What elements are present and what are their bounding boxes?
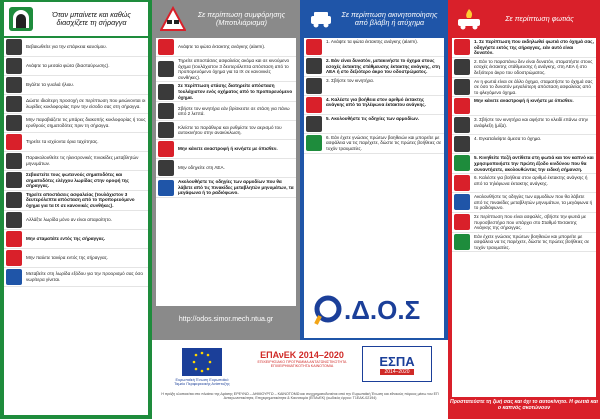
- car-stop-icon: [158, 84, 174, 100]
- tip-item: [4, 57, 148, 76]
- radio-icon: [454, 194, 470, 210]
- tip-item: [452, 58, 596, 78]
- tip-text: 4. Καλέστε για βοήθεια στον αριθμό έκτακτης ανάγκης από τα τηλέφωνα έκτακτου ανάγκης.: [326, 96, 426, 108]
- column-title: Σε περίπτωση ακινητοποίησης από βλάβη ή ατύχημα: [341, 9, 438, 27]
- tip-item: [452, 78, 596, 98]
- column-title: Σε περίπτωση φωτιάς: [505, 13, 574, 23]
- fire-distance-icon: [454, 79, 470, 95]
- no-stopping-icon: [6, 231, 22, 247]
- tip-item: [4, 249, 148, 268]
- recirculation-icon: [158, 122, 174, 138]
- lane-signal-icon: [6, 172, 22, 188]
- breakdown-icon: [307, 5, 335, 33]
- column-fire: [448, 0, 600, 419]
- tip-item: [452, 97, 596, 116]
- leave-car-icon: [454, 136, 470, 152]
- no-uturn-icon: [6, 250, 22, 266]
- engine-off-icon: [158, 103, 174, 119]
- no-shoulder-icon: [158, 160, 174, 176]
- epanek-logo: [257, 350, 347, 369]
- tip-item: [156, 38, 296, 57]
- column-header: [4, 2, 148, 36]
- eu-label: Ευρωπαϊκή Ένωση Ευρωπαϊκό Ταμείο Περιφερειακής Ανάπτυξης: [174, 378, 230, 386]
- message-sign-icon: [6, 153, 22, 169]
- tip-item: [156, 82, 296, 102]
- tip-item: [4, 230, 148, 249]
- tip-item: [304, 77, 444, 96]
- traffic-jam-icon: [159, 5, 187, 33]
- tip-text: Τηρείτε αποστάσεις ασφαλείας ακόμα και σε κινούμενο όχημα (τουλάχιστον 3 δευτερόλεπτα απόσταση από το προπορευόμενο όχημα για τα IX σε κανονικές συνθήκες).: [178, 58, 290, 80]
- svg-text:.Δ.Ο.Σ: .Δ.Ο.Σ: [344, 295, 421, 325]
- tip-text: Εάν έχετε γνώσεις πρώτων βοηθειών και μπορείτε με ασφάλεια να τις παρέχετε, δώστε τις πρώτες βοήθειες σε τυχόν τραυματίες.: [474, 233, 590, 250]
- tip-text: 2. Εάν το παραπάνω δεν είναι δυνατόν, σταματήστε στους εσοχές έκτακτης στάθμευσης ή ανάγκης, στη ΛΕΑ ή στο δεξιότερο άκρο του οδοστρώματος.: [474, 58, 593, 75]
- tips-list: [4, 38, 148, 415]
- tip-item: [452, 135, 596, 154]
- barrier-icon: [6, 115, 22, 131]
- tip-text: 5. Κινηθείτε πεζή αντίθετα στη φωτιά και τον καπνό και χρησιμοποιήστε την πρώτη έξοδο κινδύνου που θα συναντήσετε, ακολουθώντας την ειδική σήμανση.: [474, 155, 594, 172]
- tip-item: [304, 38, 444, 57]
- tip-text: 1. Σε περίπτωση που εκδηλωθεί φωτιά στο όχημά σας, οδηγήστε εκτός της σήραγγας, εάν αυτό είναι δυνατόν.: [474, 39, 594, 56]
- tip-item: [452, 193, 596, 213]
- espa-title: ΕΣΠΑ: [379, 353, 415, 369]
- tips-list: [156, 38, 296, 306]
- change-lane-icon: [6, 212, 22, 228]
- tip-item: [4, 114, 148, 133]
- no-reverse-icon: [158, 141, 174, 157]
- headlight-icon: [6, 58, 22, 74]
- tip-item: [452, 38, 596, 58]
- tip-text: Μην σταματάτε εντός της σήραγγας.: [26, 235, 106, 241]
- eu-flag-icon: [182, 348, 222, 376]
- tip-item: [156, 102, 296, 121]
- funding-footer: [152, 340, 448, 419]
- car-fire-icon: [454, 39, 470, 55]
- first-aid-icon: [306, 135, 322, 151]
- tip-item: [304, 115, 444, 134]
- tip-text: 6. Εάν έχετε γνώσεις πρώτων βοηθειών και μπορείτε με ασφάλεια να τις παρέχετε, δώστε τις πρώτες βοήθειες σε τυχόν τραυματίες.: [326, 134, 442, 151]
- tip-item: [4, 95, 148, 114]
- hazard-icon: [306, 39, 322, 55]
- epanek-subtitle: ΕΠΙΧΕΙΡΗΣΙΑΚΟ ΠΡΟΓΡΑΜΜΑ ΑΝΤΑΓΩΝΙΣΤΙΚΟΤΗΤΑ ΕΠΙΧΕΙΡΗΜΑΤΙΚΟΤΗΤΑ ΚΑΙΝΟΤΟΜΙΑ: [257, 360, 347, 369]
- first-aid-icon: [454, 234, 470, 250]
- lane-reduction-icon: [6, 96, 22, 112]
- instructions-icon: [306, 116, 322, 132]
- tip-text: Σεβαστείτε τους φωτεινούς σηματοδότες και σηματοδότες ελέγχου λωρίδας στην οροφή της σήραγγας.: [26, 172, 129, 189]
- tip-text: Ανάψτε τα μεσαία φώτα (διασταύρωσης).: [26, 63, 110, 69]
- column-header: [452, 2, 596, 36]
- tip-text: Δώστε ιδιαίτερη προσοχή σε περίπτωση που μειώνονται οι λωρίδες κυκλοφορίας πριν την είσοδο σας στη σήραγγα.: [26, 98, 146, 109]
- funding-note: Η πράξη υλοποιείται στο πλαίσιο της Δράσης ΕΡΕΥΝΩ – ΔΗΜΙΟΥΡΓΩ – ΚΑΙΝΟΤΟΜΩ και συγχρηματοδοτείται από την Ευρωπαϊκή Ένωση και εθνικούς πόρους μέσω του ΕΠ Ανταγωνιστικότητα, Επιχειρηματικότητα & Καινοτομία (ΕΠΑνΕΚ) (κωδικός έργου: Τ1ΕΔΚ-02194): [161, 392, 439, 401]
- tip-item: [304, 96, 444, 115]
- tip-text: Ακολουθήστε τις οδηγίες των αρμοδίων που θα λάβετε από τις πινακίδες μεταβλητών μηνυμάτων, τα μεγάφωνα ή το ραδιόφωνο.: [178, 179, 294, 196]
- column-header: [304, 2, 444, 36]
- emergency-exit-icon: [454, 155, 470, 171]
- exit-lane-icon: [6, 269, 22, 285]
- tip-item: [156, 159, 296, 178]
- tip-text: Ανάψτε τα φώτα έκτακτης ανάγκης (alarm).: [178, 44, 266, 50]
- tip-item: [4, 152, 148, 171]
- tip-text: Μην κάνετε αναστροφή ή κινήστε με όπισθεν.: [178, 146, 278, 152]
- tip-text: Βεβαιωθείτε για την επάρκεια καυσίμου.: [26, 44, 107, 50]
- tip-text: 5. Ακολουθήστε τις οδηγίες των αρμοδίων.: [326, 115, 420, 121]
- tip-text: Κλείστε τα παράθυρα και ρυθμίστε τον αερισμό του αυτοκινήτου στην ανακύκλωση.: [178, 124, 282, 136]
- engine-off-icon: [306, 78, 322, 94]
- speed-limit-icon: [6, 134, 22, 150]
- extinguisher-icon: [454, 214, 470, 230]
- tip-text: 1. Ανάψτε τα φώτα έκτακτης ανάγκης (alarm).: [326, 39, 419, 44]
- tip-text: Τηρείτε τα ισχύοντα όρια ταχύτητας.: [26, 139, 99, 145]
- sunglasses-icon: [6, 77, 22, 93]
- tip-text: Σε περίπτωση που είναι ασφαλές, σβήστε την φωτιά με πυροσβεστήρα που υπάρχει στο Σταθμό Έκτακτης Ανάγκης της σήραγγας.: [474, 213, 587, 231]
- tip-item: [452, 213, 596, 233]
- tip-text: 6. Καλέστε για βοήθεια στον αριθμό έκτακτης ανάγκης ή από τα τηλέφωνα έκτακτης ανάγκης.: [474, 175, 588, 186]
- tip-item: [304, 57, 444, 77]
- tip-item: [452, 116, 596, 135]
- tip-text: Παρακολουθείτε τις ηλεκτρονικές πινακίδες μεταβλητών μηνυμάτων.: [26, 155, 139, 166]
- tip-text: Μην οδηγείτε στη ΛΕΑ.: [178, 165, 225, 171]
- column-title: Όταν μπαίνετε και καθώς διασχίζετε τη σήραγγα: [52, 9, 131, 27]
- tip-item: [304, 134, 444, 154]
- espa-logo: [362, 346, 432, 382]
- tip-text: Αλλάξτε λωρίδα μόνο αν είναι απαραίτητο.: [26, 216, 112, 222]
- tip-item: [4, 211, 148, 230]
- key-icon: [454, 117, 470, 133]
- tip-item: [4, 133, 148, 152]
- odos-logo: [300, 280, 448, 338]
- no-reverse-icon: [454, 98, 470, 114]
- tip-text: 2. Εάν είναι δυνατόν, μετακινήστε το όχημα στους εσοχές έκτακτης στάθμευσης έκτακτης ανάγκης, στη ΛΕΑ ή στο δεξιότερο άκρο του οδοστρώματος.: [326, 58, 440, 75]
- tip-item: [452, 154, 596, 174]
- tip-item: [156, 178, 296, 198]
- fire-warning: Προστατεύστε τη ζωή σας και όχι το αυτοκίνητο. Η φωτιά και ο καπνός σκοτώνουν: [450, 399, 598, 411]
- tip-text: Μην παύετε ταινίρα εντός της σήραγγας.: [26, 254, 109, 260]
- tip-text: Αν η φωτιά είναι σε άλλο όχημα, σταματήστε το όχημά σας σε όσο το δυνατόν μεγαλύτερη απόσταση ασφαλείας από το φλεγόμενο όχημα.: [474, 78, 593, 95]
- column-header: [156, 2, 296, 36]
- tip-text: Μην κάνετε αναστροφή ή κινήστε με όπισθεν.: [474, 98, 574, 104]
- tip-item: [4, 76, 148, 95]
- radio-icon: [158, 180, 174, 196]
- column-title: Σε περίπτωση συμφόρησης (Μποτιλιάρισμα): [197, 9, 286, 27]
- epanek-title: ΕΠΑνΕΚ 2014–2020: [260, 350, 344, 360]
- website-link[interactable]: http://odos.simor.mech.ntua.gr: [178, 316, 274, 323]
- tip-text: Μεταβείτε στη λωρίδα εξόδου για την προορισμό σας όσο νωρίτερα γίνεται.: [26, 270, 143, 282]
- espa-years: 2014–2020: [380, 369, 413, 375]
- tunnel-icon: [7, 5, 35, 33]
- distance-icon: [6, 192, 22, 208]
- fuel-icon: [6, 39, 22, 55]
- tip-item: [4, 268, 148, 287]
- tip-text: Ακολουθήστε τις οδηγίες των αρμοδίων που θα λάβετε από τις πινακίδες μεταβλητών μηνυμάτων, τα μεγάφωνα ή το ραδιόφωνο.: [474, 194, 593, 211]
- tip-item: [156, 140, 296, 159]
- tip-item: [4, 191, 148, 211]
- tips-list: [452, 38, 596, 397]
- pull-over-icon: [454, 59, 470, 75]
- car-distance-icon: [158, 61, 174, 77]
- tip-text: Σε περίπτωση στάσης διατηρείτε απόσταση τουλάχιστον ενός οχήματος από το προπορευόμενο όχημα.: [178, 83, 293, 100]
- tip-text: 3. Σβήστε τον κινητήρα.: [326, 77, 375, 83]
- car-fire-icon: [455, 5, 483, 33]
- move-car-icon: [306, 58, 322, 74]
- sos-icon: [454, 175, 470, 191]
- tip-item: [4, 171, 148, 191]
- tip-item: [156, 57, 296, 82]
- tip-text: Μην παραβιάζετε τις μπάρες διακοπής κυκλοφορίας ή τους ερυθρούς σηματοδότες πριν τη σήραγγα.: [26, 117, 146, 128]
- column-tunnel-entry: [0, 0, 152, 419]
- tip-text: 3. Σβήστε τον κινητήρα και αφήστε το κλειδί επάνω στην ανάφλεξη (μίζα).: [474, 117, 589, 128]
- tip-text: 4. Εγκαταλείψτε άμεσα το όχημα.: [474, 136, 542, 142]
- tip-text: Βγάλτε τα γυαλιά ήλιου.: [26, 82, 75, 88]
- tip-item: [4, 38, 148, 57]
- tip-item: [452, 233, 596, 253]
- tip-item: [156, 121, 296, 140]
- sos-icon: [306, 97, 322, 113]
- hazard-icon: [158, 39, 174, 55]
- tip-item: [452, 174, 596, 193]
- tip-text: Σβήστε τον κινητήρα εάν βρίσκεστε σε στάση για πάνω από 2 λεπτά.: [178, 105, 290, 117]
- tip-text: Τηρείτε αποστάσεις ασφαλείας (τουλάχιστον 3 δευτερόλεπτα απόσταση από το προπορευόμενο όχημα για τα IX σε κανονικές συνθήκες).: [26, 191, 135, 208]
